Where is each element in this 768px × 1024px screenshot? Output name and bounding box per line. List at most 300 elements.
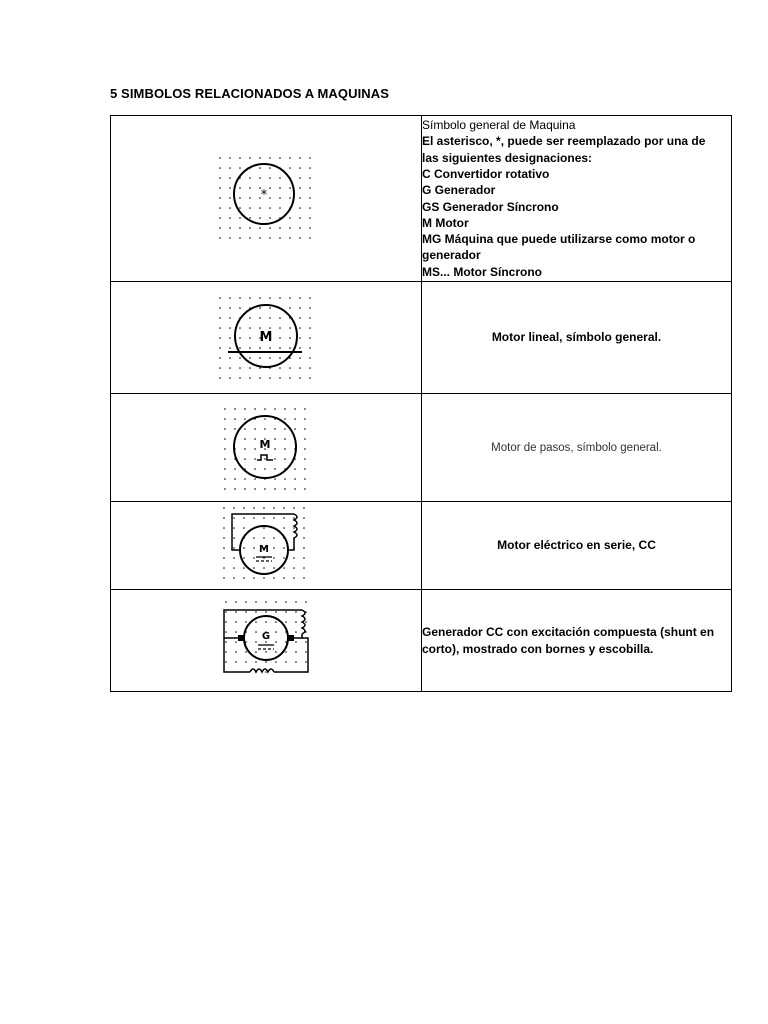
grid-dot — [284, 418, 286, 420]
grid-dot — [229, 377, 231, 379]
grid-dot — [273, 517, 275, 519]
grid-dot — [239, 337, 241, 339]
grid-dot — [253, 537, 255, 539]
grid-dot — [289, 197, 291, 199]
dot-grid — [223, 507, 305, 579]
grid-dot — [295, 651, 297, 653]
grid-dot — [265, 611, 267, 613]
grid-dot — [309, 177, 311, 179]
grid-dot — [229, 217, 231, 219]
table-row — [111, 282, 732, 394]
grid-dot — [289, 327, 291, 329]
description-line: Símbolo general de Maquina — [422, 118, 576, 133]
grid-dot — [269, 207, 271, 209]
grid-dot — [239, 237, 241, 239]
grid-dot — [305, 641, 307, 643]
grid-dot — [279, 227, 281, 229]
grid-dot — [285, 651, 287, 653]
grid-dot — [303, 567, 305, 569]
series-dc-motor-symbol — [220, 504, 312, 588]
grid-dot — [219, 357, 221, 359]
grid-dot — [244, 448, 246, 450]
grid-dot — [269, 227, 271, 229]
grid-dot — [259, 357, 261, 359]
grid-dot — [275, 641, 277, 643]
grid-dot — [299, 187, 301, 189]
grid-dot — [219, 177, 221, 179]
grid-dot — [305, 601, 307, 603]
symbol-cell — [111, 116, 422, 282]
grid-dot — [229, 227, 231, 229]
grid-dot — [263, 577, 265, 579]
grid-dot — [309, 217, 311, 219]
grid-dot — [253, 507, 255, 509]
grid-dot — [235, 621, 237, 623]
grid-dot — [284, 458, 286, 460]
grid-dot — [239, 207, 241, 209]
grid-dot — [249, 347, 251, 349]
grid-dot — [295, 661, 297, 663]
grid-dot — [283, 507, 285, 509]
grid-dot — [264, 418, 266, 420]
grid-dot — [279, 237, 281, 239]
grid-dot — [219, 297, 221, 299]
linear-motor-symbol — [216, 292, 316, 384]
grid-dot — [224, 478, 226, 480]
grid-dot — [269, 317, 271, 319]
grid-dot — [295, 611, 297, 613]
grid-dot — [293, 567, 295, 569]
grid-dot — [235, 641, 237, 643]
grid-dot — [249, 197, 251, 199]
grid-dot — [243, 547, 245, 549]
grid-dot — [249, 327, 251, 329]
grid-dot — [263, 507, 265, 509]
grid-dot — [309, 337, 311, 339]
grid-dot — [225, 601, 227, 603]
grid-dot — [273, 547, 275, 549]
grid-dot — [264, 428, 266, 430]
grid-dot — [269, 217, 271, 219]
grid-dot — [259, 317, 261, 319]
grid-dot — [229, 207, 231, 209]
grid-dot — [264, 408, 266, 410]
grid-dot — [309, 187, 311, 189]
grid-dot — [253, 557, 255, 559]
grid-dot — [229, 367, 231, 369]
grid-dot — [269, 187, 271, 189]
grid-dot — [299, 307, 301, 309]
grid-dot — [229, 347, 231, 349]
grid-dot — [299, 297, 301, 299]
grid-dot — [223, 577, 225, 579]
grid-dot — [304, 448, 306, 450]
grid-dot — [304, 488, 306, 490]
grid-dot — [279, 327, 281, 329]
grid-dot — [299, 317, 301, 319]
grid-dot — [289, 187, 291, 189]
grid-dot — [254, 478, 256, 480]
grid-dot — [284, 428, 286, 430]
description-line: corto), mostrado con bornes y escobilla. — [422, 641, 654, 656]
grid-dot — [309, 167, 311, 169]
grid-dot — [219, 157, 221, 159]
grid-dot — [219, 327, 221, 329]
grid-dot — [255, 601, 257, 603]
grid-dot — [303, 537, 305, 539]
grid-dot — [269, 297, 271, 299]
grid-dot — [229, 197, 231, 199]
grid-dot — [273, 507, 275, 509]
symbols-table — [110, 115, 732, 692]
grid-dot — [279, 157, 281, 159]
grid-dot — [303, 557, 305, 559]
grid-dot — [294, 418, 296, 420]
grid-dot — [289, 367, 291, 369]
grid-dot — [289, 377, 291, 379]
grid-dot — [245, 651, 247, 653]
grid-dot — [309, 297, 311, 299]
grid-dot — [243, 527, 245, 529]
grid-dot — [279, 197, 281, 199]
compound-dc-generator-symbol — [216, 598, 316, 684]
grid-dot — [289, 167, 291, 169]
grid-dot — [279, 207, 281, 209]
grid-dot — [224, 468, 226, 470]
page-title: 5 SIMBOLOS RELACIONADOS A MAQUINAS — [110, 86, 390, 101]
grid-dot — [224, 418, 226, 420]
grid-dot — [243, 507, 245, 509]
grid-dot — [279, 367, 281, 369]
grid-dot — [244, 488, 246, 490]
grid-dot — [233, 517, 235, 519]
grid-dot — [254, 458, 256, 460]
grid-dot — [244, 438, 246, 440]
grid-dot — [293, 557, 295, 559]
grid-dot — [293, 577, 295, 579]
grid-dot — [259, 167, 261, 169]
grid-dot — [265, 621, 267, 623]
grid-dot — [279, 337, 281, 339]
description-line: MS... Motor Síncrono — [422, 264, 542, 279]
grid-dot — [283, 557, 285, 559]
description-cell — [422, 116, 732, 282]
grid-dot — [223, 537, 225, 539]
grid-dot — [233, 527, 235, 529]
grid-dot — [279, 357, 281, 359]
grid-dot — [219, 167, 221, 169]
description-text: Motor de pasos, símbolo general. — [491, 441, 662, 454]
grid-dot — [239, 297, 241, 299]
grid-dot — [235, 631, 237, 633]
grid-dot — [263, 527, 265, 529]
grid-dot — [289, 217, 291, 219]
grid-dot — [299, 157, 301, 159]
grid-dot — [284, 478, 286, 480]
grid-dot — [299, 377, 301, 379]
grid-dot — [239, 347, 241, 349]
grid-dot — [295, 621, 297, 623]
grid-dot — [289, 297, 291, 299]
grid-dot — [269, 377, 271, 379]
grid-dot — [263, 537, 265, 539]
grid-dot — [295, 601, 297, 603]
grid-dot — [239, 357, 241, 359]
grid-dot — [229, 297, 231, 299]
grid-dot — [223, 567, 225, 569]
grid-dot — [304, 478, 306, 480]
grid-dot — [305, 651, 307, 653]
grid-dot — [299, 177, 301, 179]
grid-dot — [239, 187, 241, 189]
grid-dot — [303, 517, 305, 519]
grid-dot — [269, 167, 271, 169]
grid-dot — [245, 611, 247, 613]
grid-dot — [293, 527, 295, 529]
grid-dot — [259, 307, 261, 309]
grid-dot — [243, 577, 245, 579]
grid-dot — [255, 651, 257, 653]
grid-dot — [295, 631, 297, 633]
grid-dot — [279, 317, 281, 319]
grid-dot — [249, 367, 251, 369]
grid-dot — [235, 601, 237, 603]
grid-dot — [299, 207, 301, 209]
grid-dot — [225, 631, 227, 633]
grid-dot — [294, 428, 296, 430]
description-line: M Motor — [422, 215, 469, 230]
grid-dot — [249, 237, 251, 239]
grid-dot — [309, 237, 311, 239]
grid-dot — [309, 367, 311, 369]
grid-dot — [254, 428, 256, 430]
grid-dot — [253, 517, 255, 519]
grid-dot — [285, 601, 287, 603]
grid-dot — [234, 478, 236, 480]
grid-dot — [309, 317, 311, 319]
grid-dot — [303, 547, 305, 549]
description-line: las siguientes designaciones: — [422, 150, 593, 165]
grid-dot — [229, 187, 231, 189]
description-line: Generador CC con excitación compuesta (shunt en — [422, 625, 715, 640]
grid-dot — [219, 207, 221, 209]
grid-dot — [235, 651, 237, 653]
grid-dot — [309, 197, 311, 199]
grid-dot — [243, 567, 245, 569]
general-machine-symbol — [216, 154, 316, 244]
grid-dot — [273, 557, 275, 559]
grid-dot — [219, 307, 221, 309]
grid-dot — [279, 187, 281, 189]
grid-dot — [234, 418, 236, 420]
grid-dot — [234, 408, 236, 410]
grid-dot — [264, 468, 266, 470]
grid-dot — [234, 428, 236, 430]
grid-dot — [259, 177, 261, 179]
grid-dot — [274, 478, 276, 480]
grid-dot — [284, 438, 286, 440]
grid-dot — [225, 661, 227, 663]
grid-dot — [299, 337, 301, 339]
grid-dot — [244, 418, 246, 420]
grid-dot — [269, 307, 271, 309]
grid-dot — [219, 317, 221, 319]
grid-dot — [229, 317, 231, 319]
grid-dot — [289, 227, 291, 229]
grid-dot — [274, 448, 276, 450]
grid-dot — [254, 448, 256, 450]
grid-dot — [229, 337, 231, 339]
grid-dot — [269, 237, 271, 239]
grid-dot — [275, 601, 277, 603]
grid-dot — [289, 237, 291, 239]
grid-dot — [239, 227, 241, 229]
grid-dot — [275, 611, 277, 613]
grid-dot — [259, 157, 261, 159]
grid-dot — [265, 671, 267, 673]
grid-dot — [233, 537, 235, 539]
grid-dot — [309, 227, 311, 229]
description-cell — [422, 394, 732, 502]
grid-dot — [259, 227, 261, 229]
grid-dot — [243, 557, 245, 559]
grid-dot — [304, 418, 306, 420]
description-line: C Convertidor rotativo — [422, 166, 550, 181]
grid-dot — [233, 507, 235, 509]
grid-dot — [299, 217, 301, 219]
grid-dot — [223, 557, 225, 559]
grid-dot — [283, 547, 285, 549]
grid-dot — [299, 327, 301, 329]
grid-dot — [289, 157, 291, 159]
grid-dot — [275, 651, 277, 653]
table-row — [111, 394, 732, 502]
grid-dot — [279, 347, 281, 349]
grid-dot — [255, 641, 257, 643]
grid-dot — [219, 227, 221, 229]
grid-dot — [219, 377, 221, 379]
grid-dot — [219, 337, 221, 339]
description-line: GS Generador Síncrono — [422, 199, 559, 214]
grid-dot — [219, 237, 221, 239]
grid-dot — [233, 547, 235, 549]
description-line: MG Máquina que puede utilizarse como motor o — [422, 232, 696, 247]
grid-dot — [304, 468, 306, 470]
grid-dot — [224, 408, 226, 410]
grid-dot — [269, 347, 271, 349]
grid-dot — [245, 601, 247, 603]
grid-dot — [234, 488, 236, 490]
grid-dot — [229, 357, 231, 359]
grid-dot — [254, 438, 256, 440]
grid-dot — [309, 377, 311, 379]
grid-dot — [265, 601, 267, 603]
grid-dot — [229, 237, 231, 239]
grid-dot — [285, 611, 287, 613]
grid-dot — [294, 478, 296, 480]
grid-dot — [265, 651, 267, 653]
grid-dot — [239, 367, 241, 369]
grid-dot — [303, 507, 305, 509]
grid-dot — [223, 507, 225, 509]
grid-dot — [274, 488, 276, 490]
grid-dot — [249, 187, 251, 189]
grid-dot — [255, 631, 257, 633]
grid-dot — [249, 157, 251, 159]
grid-dot — [259, 217, 261, 219]
grid-dot — [264, 488, 266, 490]
grid-dot — [259, 237, 261, 239]
grid-dot — [254, 468, 256, 470]
grid-dot — [279, 177, 281, 179]
grid-dot — [303, 577, 305, 579]
grid-dot — [293, 507, 295, 509]
grid-dot — [264, 458, 266, 460]
grid-dot — [295, 641, 297, 643]
grid-dot — [224, 458, 226, 460]
grid-dot — [259, 297, 261, 299]
grid-dot — [274, 428, 276, 430]
grid-dot — [235, 661, 237, 663]
grid-dot — [304, 408, 306, 410]
grid-dot — [289, 347, 291, 349]
grid-dot — [293, 517, 295, 519]
grid-dot — [239, 217, 241, 219]
grid-dot — [289, 337, 291, 339]
description-text: Motor eléctrico en serie, CC — [497, 538, 656, 553]
grid-dot — [269, 197, 271, 199]
grid-dot — [233, 567, 235, 569]
grid-dot — [229, 307, 231, 309]
grid-dot — [235, 611, 237, 613]
grid-dot — [249, 297, 251, 299]
grid-dot — [284, 488, 286, 490]
description-cell — [422, 282, 732, 394]
grid-dot — [304, 438, 306, 440]
grid-dot — [225, 611, 227, 613]
grid-dot — [244, 458, 246, 460]
grid-dot — [309, 157, 311, 159]
grid-dot — [269, 157, 271, 159]
grid-dot — [243, 517, 245, 519]
grid-dot — [283, 567, 285, 569]
grid-dot — [309, 307, 311, 309]
grid-dot — [259, 377, 261, 379]
symbol-label: M — [259, 329, 273, 345]
grid-dot — [225, 621, 227, 623]
grid-dot — [219, 367, 221, 369]
grid-dot — [269, 177, 271, 179]
grid-dot — [253, 567, 255, 569]
grid-dot — [223, 517, 225, 519]
grid-dot — [274, 438, 276, 440]
shunt-coil-icon — [302, 610, 305, 634]
grid-dot — [254, 408, 256, 410]
grid-dot — [249, 217, 251, 219]
grid-dot — [263, 517, 265, 519]
grid-dot — [309, 357, 311, 359]
grid-dot — [259, 347, 261, 349]
grid-dot — [233, 557, 235, 559]
grid-dot — [255, 611, 257, 613]
grid-dot — [254, 488, 256, 490]
grid-dot — [239, 307, 241, 309]
grid-dot — [255, 661, 257, 663]
grid-dot — [269, 357, 271, 359]
grid-dot — [239, 167, 241, 169]
grid-dot — [233, 577, 235, 579]
grid-dot — [239, 377, 241, 379]
